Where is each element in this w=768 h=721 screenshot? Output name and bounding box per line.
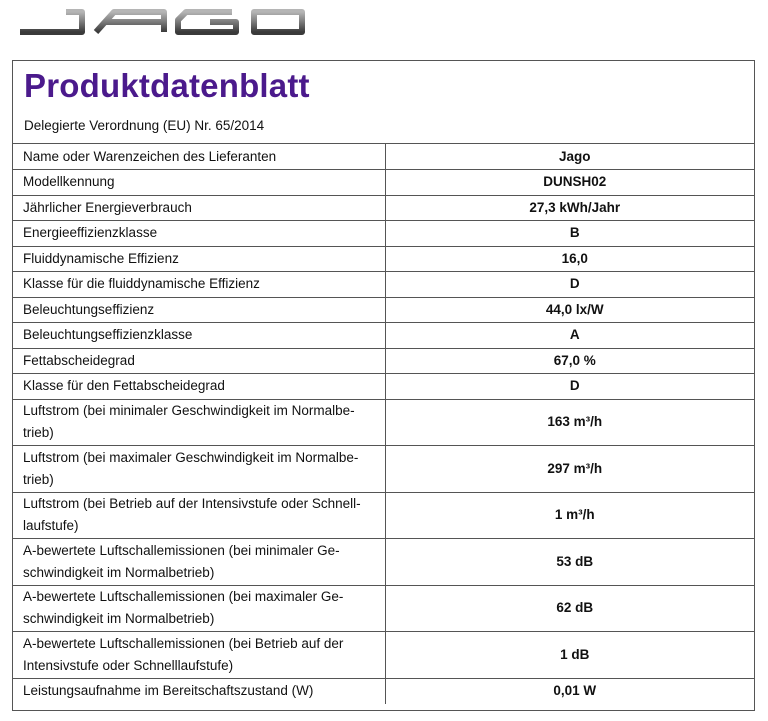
row-label: Modellkennung <box>13 170 385 196</box>
row-value: 44,0 lx/W <box>385 297 754 323</box>
row-value: 1 dB <box>385 632 754 679</box>
sheet-header <box>13 61 754 144</box>
row-label: Luftstrom (bei minimaler Geschwindigkeit im Normalbe- trieb) <box>13 399 385 446</box>
page-title: Produktdatenblatt <box>24 67 310 104</box>
table-row <box>13 144 754 170</box>
table-row <box>13 632 754 679</box>
row-label: Beleuchtungseffizienz <box>13 297 385 323</box>
jago-logo <box>14 9 308 35</box>
row-label: Luftstrom (bei Betrieb auf der Intensivstufe oder Schnell- laufstufe) <box>13 492 385 539</box>
row-value: D <box>385 374 754 400</box>
row-value: 1 m³/h <box>385 492 754 539</box>
row-label: Fluiddynamische Effizienz <box>13 246 385 272</box>
table-row <box>13 492 754 539</box>
table-row <box>13 297 754 323</box>
row-label: A-bewertete Luftschallemissionen (bei maximaler Ge- schwindigkeit im Normalbetrieb) <box>13 585 385 632</box>
table-row <box>13 246 754 272</box>
row-label: Name oder Warenzeichen des Lieferanten <box>13 144 385 170</box>
row-value: 16,0 <box>385 246 754 272</box>
spec-table <box>13 144 754 704</box>
row-label: Fettabscheidegrad <box>13 348 385 374</box>
row-value: 67,0 % <box>385 348 754 374</box>
row-label: Beleuchtungseffizienzklasse <box>13 323 385 349</box>
row-value: DUNSH02 <box>385 170 754 196</box>
row-value: B <box>385 221 754 247</box>
table-row <box>13 195 754 221</box>
table-row <box>13 585 754 632</box>
row-value: D <box>385 272 754 298</box>
row-value: Jago <box>385 144 754 170</box>
row-label: A-bewertete Luftschallemissionen (bei minimaler Ge- schwindigkeit im Normalbetrieb) <box>13 539 385 586</box>
table-row <box>13 678 754 704</box>
table-row <box>13 221 754 247</box>
row-value: 0,01 W <box>553 683 597 698</box>
table-row <box>13 446 754 493</box>
table-row <box>13 374 754 400</box>
row-label: Klasse für die fluiddynamische Effizienz <box>13 272 385 298</box>
row-value: 297 m³/h <box>385 446 754 493</box>
row-label: Energieeffizienzklasse <box>13 221 385 247</box>
row-value: 53 dB <box>385 539 754 586</box>
table-row <box>13 399 754 446</box>
row-label: Luftstrom (bei maximaler Geschwindigkeit im Normalbe- trieb) <box>13 446 385 493</box>
regulation-subtitle: Delegierte Verordnung (EU) Nr. 65/2014 <box>24 118 265 133</box>
row-label: Leistungsaufnahme im Bereitschaftszustand (W) <box>13 678 385 704</box>
table-row <box>13 323 754 349</box>
product-data-sheet <box>12 60 755 711</box>
table-row <box>13 539 754 586</box>
table-row <box>13 170 754 196</box>
row-value: 163 m³/h <box>385 399 754 446</box>
row-label: A-bewertete Luftschallemissionen (bei Betrieb auf der Intensivstufe oder Schnelllaufstufe) <box>13 632 385 679</box>
row-value: 62 dB <box>385 585 754 632</box>
table-row <box>13 272 754 298</box>
table-row <box>13 348 754 374</box>
row-label: Jährlicher Energieverbrauch <box>13 195 385 221</box>
row-value: 27,3 kWh/Jahr <box>385 195 754 221</box>
row-value: A <box>385 323 754 349</box>
row-label: Klasse für den Fettabscheidegrad <box>13 374 385 400</box>
